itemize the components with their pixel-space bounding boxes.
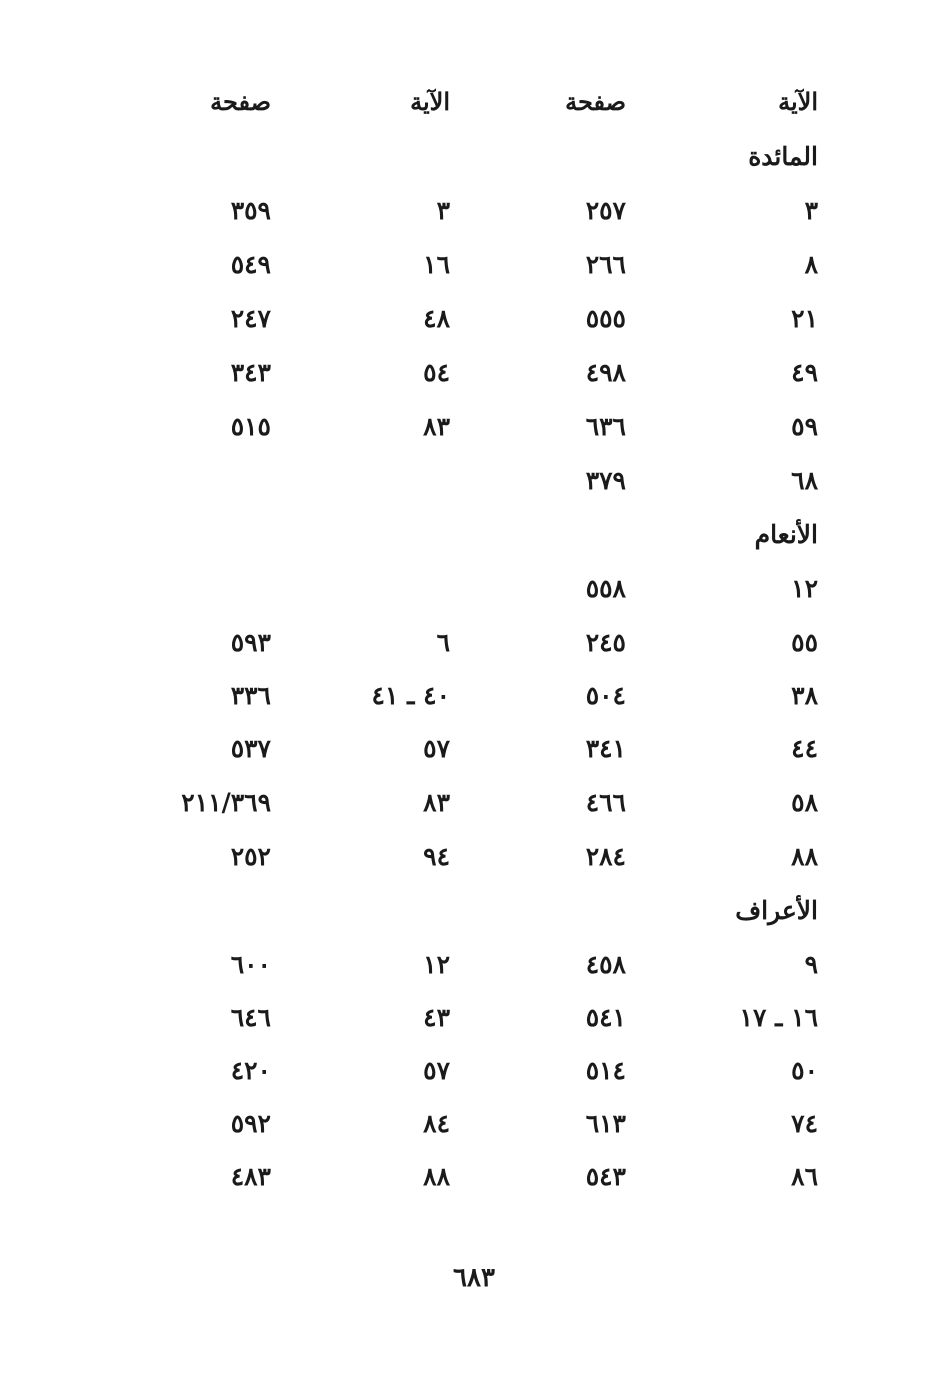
page-ref: ٤٩٨ — [585, 358, 626, 387]
page-ref: ٤٨٣ — [230, 1162, 271, 1191]
table-row — [0, 722, 948, 776]
header-aya-right: الآية — [778, 87, 818, 116]
aya-number: ٨ — [804, 250, 818, 279]
aya-number: ٧٤ — [791, 1109, 818, 1138]
table-row — [0, 830, 948, 884]
aya-number: ٩٤ — [423, 842, 450, 871]
page-ref: ٦٣٦ — [585, 412, 626, 441]
table-row — [0, 938, 948, 992]
page-ref: ٥٩٢ — [230, 1109, 271, 1138]
surah-title: الأنعام — [754, 520, 818, 549]
table-row — [0, 562, 948, 616]
table-row — [0, 238, 948, 292]
page-ref: ٣٧٩ — [585, 466, 626, 495]
aya-number: ٥٥ — [791, 628, 818, 657]
aya-number: ٥٤ — [423, 358, 450, 387]
page-ref: ٤٥٨ — [585, 950, 626, 979]
page-ref: ٢٦٦ — [585, 250, 626, 279]
aya-number: ١٦ — [423, 250, 450, 279]
page-ref: ٢٤٧ — [230, 304, 271, 333]
aya-number: ٥٨ — [791, 788, 818, 817]
table-row — [0, 776, 948, 830]
page-ref: ٥٤٣ — [585, 1162, 626, 1191]
page-ref: ٦١٣ — [585, 1109, 626, 1138]
page-ref: ٥٠٤ — [585, 681, 626, 710]
aya-number: ١٦ ـ ١٧ — [739, 1003, 818, 1032]
aya-number: ١٢ — [423, 950, 450, 979]
page-ref: ٢٥٢ — [230, 842, 271, 871]
table-row — [0, 400, 948, 454]
surah-heading-al-araf — [0, 884, 948, 938]
page-ref: ٣٥٩ — [230, 196, 271, 225]
table-row — [0, 292, 948, 346]
aya-number: ٦٨ — [791, 466, 818, 495]
aya-number: ٥٩ — [791, 412, 818, 441]
table-row — [0, 991, 948, 1045]
surah-heading-al-anam — [0, 508, 948, 562]
page-ref: ٤٦٦ — [585, 788, 626, 817]
surah-title: الأعراف — [735, 896, 818, 925]
aya-number: ٨٣ — [423, 412, 450, 441]
aya-number: ٣ — [804, 196, 818, 225]
header-page-left: صفحة — [210, 87, 271, 116]
page-ref: ٥٥٥ — [585, 304, 626, 333]
aya-number: ٦ — [436, 628, 450, 657]
page-ref: ٢٥٧ — [585, 196, 626, 225]
table-row — [0, 669, 948, 723]
table-row — [0, 1150, 948, 1204]
page-ref: ٢٤٥ — [585, 628, 626, 657]
aya-number: ٣ — [436, 196, 450, 225]
header-aya-left: الآية — [410, 87, 450, 116]
header-page-right: صفحة — [565, 87, 626, 116]
table-row — [0, 1044, 948, 1098]
aya-number: ٣٨ — [791, 681, 818, 710]
aya-number: ٩ — [804, 950, 818, 979]
aya-number: ٤٤ — [791, 734, 818, 763]
page-ref: ٥٩٣ — [230, 628, 271, 657]
aya-number: ٥٧ — [423, 734, 450, 763]
aya-number: ٤٣ — [423, 1003, 450, 1032]
aya-number: ٥٧ — [423, 1056, 450, 1085]
page-ref: ٢٨٤ — [585, 842, 626, 871]
page-ref: ٣٣٦ — [230, 681, 271, 710]
page-ref: ٥٤٩ — [230, 250, 271, 279]
aya-number: ٥٠ — [791, 1056, 818, 1085]
aya-number: ٤٨ — [423, 304, 450, 333]
aya-number: ١٢ — [791, 574, 818, 603]
aya-number: ٨٤ — [423, 1109, 450, 1138]
column-header-row — [0, 75, 948, 129]
aya-number: ٨٨ — [791, 842, 818, 871]
page-ref: ٣٤١ — [585, 734, 626, 763]
aya-number: ٢١ — [791, 304, 818, 333]
page-ref: ٢١١/٣٦٩ — [181, 788, 271, 817]
page-ref: ٦٠٠ — [230, 950, 271, 979]
page-ref: ٥٤١ — [585, 1003, 626, 1032]
table-row — [0, 1097, 948, 1151]
surah-title: المائدة — [748, 142, 818, 171]
surah-heading-al-maida — [0, 130, 948, 184]
page-ref: ٥٥٨ — [585, 574, 626, 603]
page-ref: ٥١٥ — [230, 412, 271, 441]
table-row — [0, 184, 948, 238]
page-ref: ٦٤٦ — [230, 1003, 271, 1032]
page-ref: ٣٤٣ — [230, 358, 271, 387]
page-ref: ٥١٤ — [585, 1056, 626, 1085]
table-row — [0, 346, 948, 400]
page-ref: ٥٣٧ — [230, 734, 271, 763]
table-row — [0, 454, 948, 508]
aya-number: ٨٦ — [791, 1162, 818, 1191]
table-row — [0, 616, 948, 670]
aya-number: ٨٨ — [423, 1162, 450, 1191]
aya-number: ٤٩ — [791, 358, 818, 387]
page-number: ٦٨٣ — [453, 1263, 495, 1293]
aya-number: ٤٠ ـ ٤١ — [371, 681, 450, 710]
aya-number: ٨٣ — [423, 788, 450, 817]
page-ref: ٤٢٠ — [230, 1056, 271, 1085]
